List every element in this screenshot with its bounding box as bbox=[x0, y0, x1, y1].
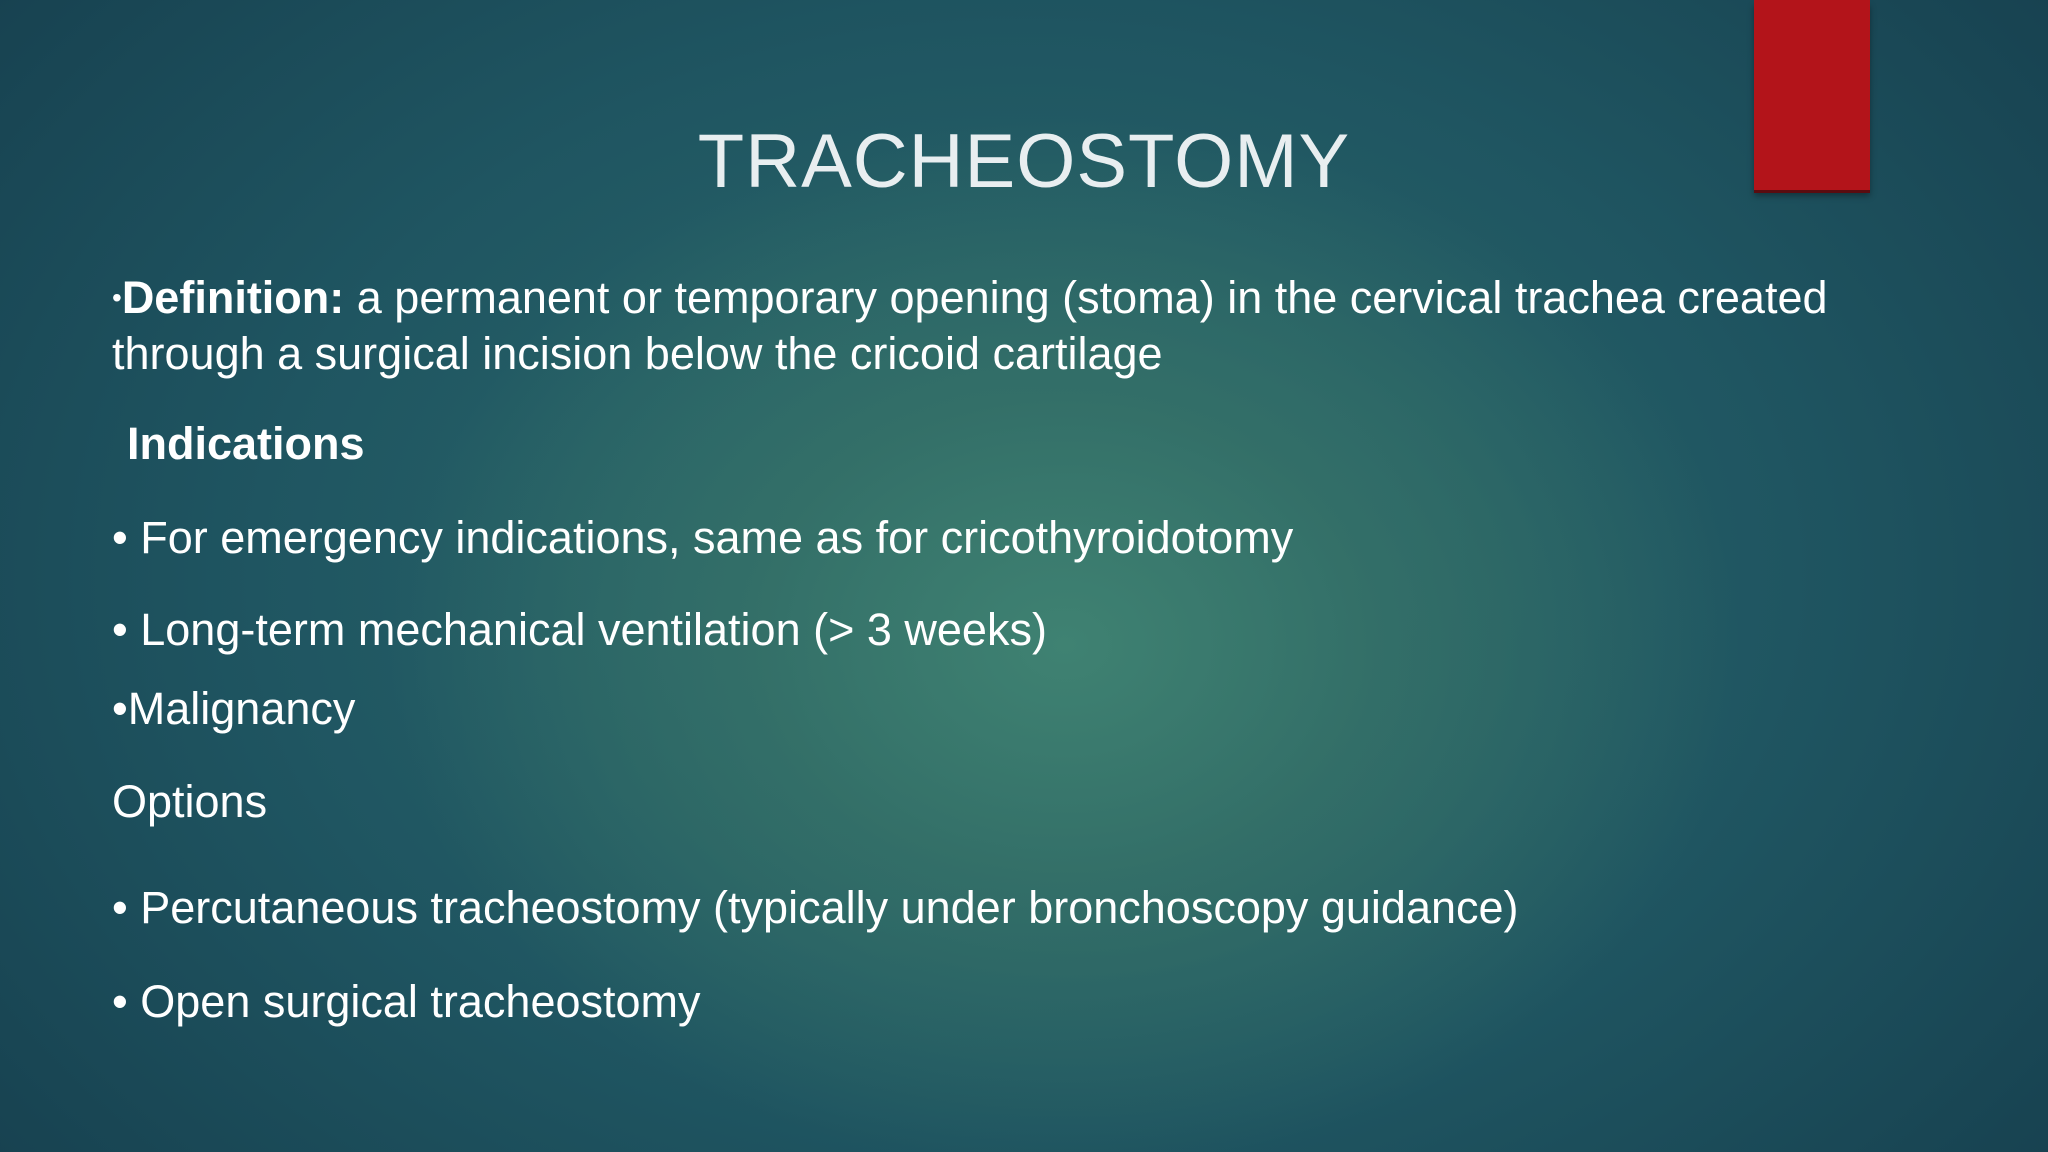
options-heading: Options bbox=[112, 776, 268, 827]
option-item: • Percutaneous tracheostomy (typically under bronchoscopy guidance) bbox=[112, 882, 1519, 933]
indications-heading: Indications bbox=[127, 418, 365, 469]
indication-item: • For emergency indications, same as for cricothyroidotomy bbox=[112, 512, 1294, 563]
definition-text: a permanent or temporary opening (stoma) in the cervical trachea created through a surgical incision below the cricoid cartilage bbox=[112, 272, 1828, 379]
definition-label: Definition: bbox=[121, 272, 345, 323]
indication-item: •Malignancy bbox=[112, 683, 356, 734]
slide-title: TRACHEOSTOMY bbox=[697, 119, 1351, 204]
definition-bullet: • bbox=[112, 282, 122, 313]
definition-paragraph bbox=[112, 270, 1932, 382]
indication-item: • Long-term mechanical ventilation (> 3 weeks) bbox=[112, 604, 1047, 655]
option-item: • Open surgical tracheostomy bbox=[112, 976, 701, 1027]
